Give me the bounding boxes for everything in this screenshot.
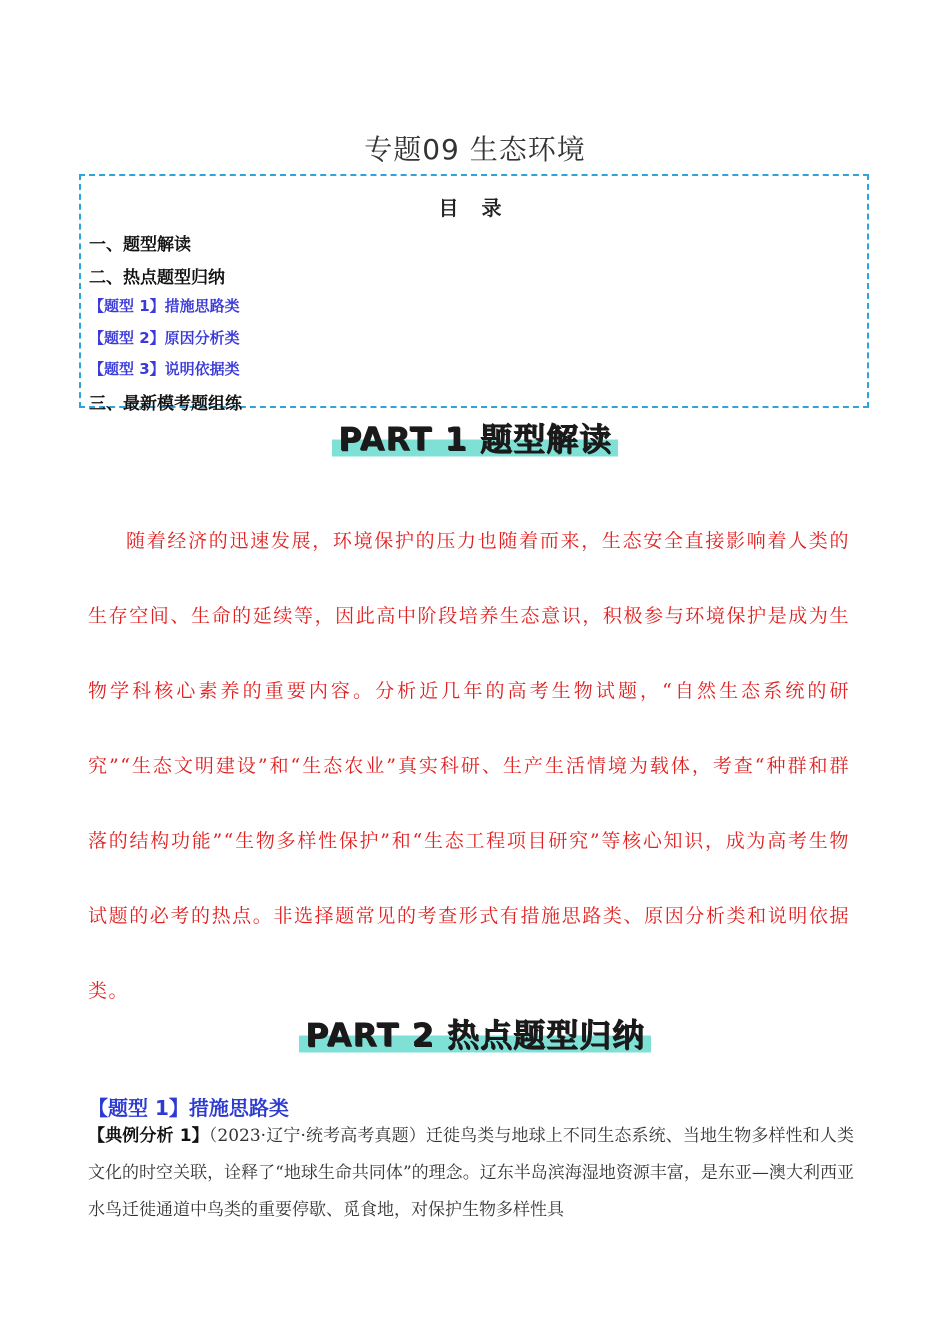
type1-heading: 【题型 1】措施思路类 xyxy=(88,1096,289,1120)
example-paragraph xyxy=(88,1118,854,1229)
intro-paragraph: 随着经济的迅速发展，环境保护的压力也随着而来，生态安全直接影响着人类的生存空间、生命的延续等，因此高中阶段培养生态意识，积极参与环境保护是成为生物学科核心素养的重要内容。分析近几年的高考生物试题，“自然生态系统的研究”“生态文明建设”和“生态农业”真实科研、生产生活情境为载体，考查“种群和群落的结构功能”“生物多样性保护”和“生态工程项目研究”等核心知识，成为高考生物试题的必考的热点。非选择题常见的考查形式有措施思路类、原因分析类和说明依据类。 xyxy=(88,530,850,1002)
toc-heading: 目 录 xyxy=(438,196,510,220)
toc-item-type-reading[interactable]: 一、题型解读 xyxy=(89,235,191,255)
toc-item-type-3[interactable]: 【题型 3】说明依据类 xyxy=(89,360,240,378)
part1-label: PART 1 题型解读 xyxy=(332,414,618,460)
part2-label: PART 2 热点题型归纳 xyxy=(299,1010,651,1056)
toc-item-type-2[interactable]: 【题型 2】原因分析类 xyxy=(89,329,240,347)
example-label: 【典例分析 1】 xyxy=(88,1126,209,1146)
toc-item-hot-types[interactable]: 二、热点题型归纳 xyxy=(89,268,225,288)
part1-banner xyxy=(0,414,950,460)
toc-item-type-1[interactable]: 【题型 1】措施思路类 xyxy=(89,297,240,315)
toc-item-mock-exams[interactable]: 三、最新模考题组练 xyxy=(89,394,242,414)
table-of-contents xyxy=(79,174,869,414)
example-text: （2023·辽宁·统考高考真题）迁徙鸟类与地球上不同生态系统、当地生物多样性和人类文化的时空关联，诠释了“地球生命共同体”的理念。辽东半岛滨海湿地资源丰富，是东亚—澳大利西亚水鸟迁徙通道中鸟类的重要停歇、觅食地，对保护生物多样性具 xyxy=(88,1126,854,1220)
part2-banner xyxy=(0,1010,950,1056)
document-title: 专题09 生态环境 xyxy=(364,133,586,166)
